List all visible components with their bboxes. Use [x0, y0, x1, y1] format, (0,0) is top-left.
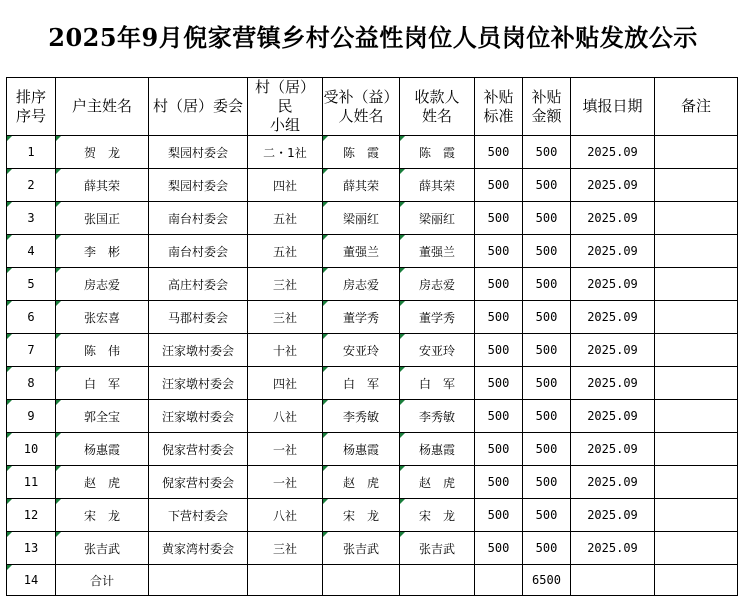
cell-payee[interactable]: 白 军: [400, 367, 475, 400]
cell-subsidy-amount[interactable]: 500: [523, 169, 571, 202]
cell-report-date[interactable]: 2025.09: [571, 400, 655, 433]
cell-village-committee[interactable]: 下营村委会: [149, 499, 248, 532]
cell-beneficiary[interactable]: 杨惠霞: [323, 433, 400, 466]
cell-subsidy-amount[interactable]: 500: [523, 367, 571, 400]
total-cell-payee[interactable]: [400, 565, 475, 596]
cell-remarks[interactable]: [655, 466, 738, 499]
cell-remarks[interactable]: [655, 400, 738, 433]
cell-report-date[interactable]: 2025.09: [571, 169, 655, 202]
cell-household-head[interactable]: 杨惠霞: [56, 433, 149, 466]
cell-index[interactable]: 8: [7, 367, 56, 400]
table-row: [7, 301, 738, 334]
cell-report-date[interactable]: 2025.09: [571, 433, 655, 466]
cell-subsidy-amount[interactable]: 500: [523, 499, 571, 532]
cell-beneficiary[interactable]: 薛其荣: [323, 169, 400, 202]
cell-village-group[interactable]: 五社: [248, 235, 323, 268]
cell-village-group[interactable]: 八社: [248, 400, 323, 433]
cell-remarks[interactable]: [655, 235, 738, 268]
cell-payee[interactable]: 薛其荣: [400, 169, 475, 202]
cell-index[interactable]: 12: [7, 499, 56, 532]
cell-village-committee[interactable]: 汪家墩村委会: [149, 367, 248, 400]
cell-subsidy-amount[interactable]: 500: [523, 334, 571, 367]
cell-subsidy-standard[interactable]: 500: [475, 169, 523, 202]
total-cell-subsidy-standard[interactable]: [475, 565, 523, 596]
total-cell-subsidy-amount[interactable]: 6500: [523, 565, 571, 596]
cell-subsidy-standard[interactable]: 500: [475, 499, 523, 532]
table-row: [7, 136, 738, 169]
cell-village-group[interactable]: 五社: [248, 202, 323, 235]
page-title: 2025年9月倪家营镇乡村公益性岗位人员岗位补贴发放公示: [48, 22, 698, 52]
cell-village-committee[interactable]: 倪家营村委会: [149, 466, 248, 499]
cell-household-head[interactable]: 贺 龙: [56, 136, 149, 169]
cell-remarks[interactable]: [655, 532, 738, 565]
cell-village-committee[interactable]: 汪家墩村委会: [149, 400, 248, 433]
cell-subsidy-standard[interactable]: 500: [475, 400, 523, 433]
cell-remarks[interactable]: [655, 169, 738, 202]
cell-household-head[interactable]: 赵 虎: [56, 466, 149, 499]
cell-village-group[interactable]: 三社: [248, 301, 323, 334]
cell-household-head[interactable]: 宋 龙: [56, 499, 149, 532]
cell-subsidy-amount[interactable]: 500: [523, 136, 571, 169]
cell-village-group[interactable]: 一社: [248, 433, 323, 466]
cell-beneficiary[interactable]: 张吉武: [323, 532, 400, 565]
cell-household-head[interactable]: 郭全宝: [56, 400, 149, 433]
table-row: [7, 169, 738, 202]
table-row: [7, 532, 738, 565]
table-row: [7, 268, 738, 301]
total-cell-remarks[interactable]: [655, 565, 738, 596]
cell-payee[interactable]: 宋 龙: [400, 499, 475, 532]
cell-household-head[interactable]: 房志爱: [56, 268, 149, 301]
column-header-household-head: 户主姓名: [56, 78, 149, 136]
cell-remarks[interactable]: [655, 202, 738, 235]
cell-payee[interactable]: 董学秀: [400, 301, 475, 334]
cell-household-head[interactable]: 陈 伟: [56, 334, 149, 367]
cell-report-date[interactable]: 2025.09: [571, 367, 655, 400]
cell-report-date[interactable]: 2025.09: [571, 202, 655, 235]
cell-payee[interactable]: 安亚玲: [400, 334, 475, 367]
cell-payee[interactable]: 杨惠霞: [400, 433, 475, 466]
cell-village-committee[interactable]: 倪家营村委会: [149, 433, 248, 466]
cell-remarks[interactable]: [655, 136, 738, 169]
header-row: [7, 78, 738, 136]
cell-household-head[interactable]: 张国正: [56, 202, 149, 235]
total-cell-index[interactable]: 14: [7, 565, 56, 596]
cell-report-date[interactable]: 2025.09: [571, 235, 655, 268]
total-cell-village-group[interactable]: [248, 565, 323, 596]
cell-payee[interactable]: 房志爱: [400, 268, 475, 301]
total-cell-report-date[interactable]: [571, 565, 655, 596]
cell-index[interactable]: 11: [7, 466, 56, 499]
cell-village-group[interactable]: 十社: [248, 334, 323, 367]
cell-subsidy-amount[interactable]: 500: [523, 532, 571, 565]
cell-subsidy-standard[interactable]: 500: [475, 466, 523, 499]
cell-beneficiary[interactable]: 董学秀: [323, 301, 400, 334]
cell-beneficiary[interactable]: 董强兰: [323, 235, 400, 268]
column-header-payee: 收款人 姓名: [400, 78, 475, 136]
table-row: [7, 334, 738, 367]
cell-payee[interactable]: 赵 虎: [400, 466, 475, 499]
table-row: [7, 499, 738, 532]
cell-remarks[interactable]: [655, 268, 738, 301]
cell-index[interactable]: 1: [7, 136, 56, 169]
cell-subsidy-standard[interactable]: 500: [475, 136, 523, 169]
cell-village-committee[interactable]: 梨园村委会: [149, 169, 248, 202]
table-row: [7, 400, 738, 433]
total-cell-household-head[interactable]: 合计: [56, 565, 149, 596]
column-header-index: 排序 序号: [7, 78, 56, 136]
cell-village-group[interactable]: 四社: [248, 367, 323, 400]
cell-beneficiary[interactable]: 赵 虎: [323, 466, 400, 499]
cell-subsidy-amount[interactable]: 500: [523, 466, 571, 499]
cell-index[interactable]: 3: [7, 202, 56, 235]
table-row: [7, 367, 738, 400]
cell-village-committee[interactable]: 高庄村委会: [149, 268, 248, 301]
cell-village-committee[interactable]: 汪家墩村委会: [149, 334, 248, 367]
cell-subsidy-amount[interactable]: 500: [523, 268, 571, 301]
cell-report-date[interactable]: 2025.09: [571, 532, 655, 565]
cell-index[interactable]: 5: [7, 268, 56, 301]
table-body: [7, 136, 738, 596]
cell-subsidy-standard[interactable]: 500: [475, 235, 523, 268]
table-row: [7, 433, 738, 466]
cell-village-group[interactable]: 三社: [248, 268, 323, 301]
cell-village-group[interactable]: 三社: [248, 532, 323, 565]
total-row: [7, 565, 738, 596]
cell-beneficiary[interactable]: 安亚玲: [323, 334, 400, 367]
cell-report-date[interactable]: 2025.09: [571, 334, 655, 367]
subsidy-table: [6, 77, 738, 596]
cell-subsidy-amount[interactable]: 500: [523, 301, 571, 334]
cell-subsidy-standard[interactable]: 500: [475, 367, 523, 400]
cell-beneficiary[interactable]: 宋 龙: [323, 499, 400, 532]
cell-subsidy-standard[interactable]: 500: [475, 532, 523, 565]
cell-beneficiary[interactable]: 李秀敏: [323, 400, 400, 433]
cell-report-date[interactable]: 2025.09: [571, 136, 655, 169]
cell-remarks[interactable]: [655, 433, 738, 466]
cell-report-date[interactable]: 2025.09: [571, 466, 655, 499]
cell-subsidy-amount[interactable]: 500: [523, 202, 571, 235]
cell-index[interactable]: 10: [7, 433, 56, 466]
cell-index[interactable]: 2: [7, 169, 56, 202]
cell-subsidy-amount[interactable]: 500: [523, 433, 571, 466]
cell-index[interactable]: 9: [7, 400, 56, 433]
cell-remarks[interactable]: [655, 334, 738, 367]
cell-subsidy-amount[interactable]: 500: [523, 400, 571, 433]
column-header-subsidy-standard: 补贴 标准: [475, 78, 523, 136]
cell-subsidy-standard[interactable]: 500: [475, 268, 523, 301]
column-header-village-group: 村（居）民 小组: [248, 78, 323, 136]
cell-village-committee[interactable]: 南台村委会: [149, 202, 248, 235]
cell-village-group[interactable]: 二・1社: [248, 136, 323, 169]
cell-household-head[interactable]: 张宏喜: [56, 301, 149, 334]
cell-household-head[interactable]: 李 彬: [56, 235, 149, 268]
column-header-report-date: 填报日期: [571, 78, 655, 136]
cell-remarks[interactable]: [655, 367, 738, 400]
cell-household-head[interactable]: 薛其荣: [56, 169, 149, 202]
cell-beneficiary[interactable]: 房志爱: [323, 268, 400, 301]
column-header-subsidy-amount: 补贴 金额: [523, 78, 571, 136]
column-header-beneficiary: 受补（益） 人姓名: [323, 78, 400, 136]
cell-remarks[interactable]: [655, 301, 738, 334]
cell-beneficiary[interactable]: 陈 霞: [323, 136, 400, 169]
column-header-village-committee: 村（居）委会: [149, 78, 248, 136]
table-row: [7, 202, 738, 235]
cell-report-date[interactable]: 2025.09: [571, 268, 655, 301]
cell-village-committee[interactable]: 南台村委会: [149, 235, 248, 268]
column-header-remarks: 备注: [655, 78, 738, 136]
cell-index[interactable]: 6: [7, 301, 56, 334]
cell-household-head[interactable]: 白 军: [56, 367, 149, 400]
cell-payee[interactable]: 梁丽红: [400, 202, 475, 235]
cell-index[interactable]: 7: [7, 334, 56, 367]
cell-subsidy-standard[interactable]: 500: [475, 202, 523, 235]
cell-village-group[interactable]: 四社: [248, 169, 323, 202]
cell-subsidy-amount[interactable]: 500: [523, 235, 571, 268]
cell-index[interactable]: 13: [7, 532, 56, 565]
table-row: [7, 235, 738, 268]
cell-remarks[interactable]: [655, 499, 738, 532]
cell-village-committee[interactable]: 黄家湾村委会: [149, 532, 248, 565]
cell-payee[interactable]: 董强兰: [400, 235, 475, 268]
table-row: [7, 466, 738, 499]
cell-village-group[interactable]: 一社: [248, 466, 323, 499]
cell-payee[interactable]: 张吉武: [400, 532, 475, 565]
cell-beneficiary[interactable]: 梁丽红: [323, 202, 400, 235]
cell-beneficiary[interactable]: 白 军: [323, 367, 400, 400]
cell-subsidy-standard[interactable]: 500: [475, 334, 523, 367]
total-cell-beneficiary[interactable]: [323, 565, 400, 596]
cell-report-date[interactable]: 2025.09: [571, 499, 655, 532]
total-cell-village-committee[interactable]: [149, 565, 248, 596]
cell-village-group[interactable]: 八社: [248, 499, 323, 532]
cell-subsidy-standard[interactable]: 500: [475, 433, 523, 466]
cell-payee[interactable]: 陈 霞: [400, 136, 475, 169]
cell-index[interactable]: 4: [7, 235, 56, 268]
cell-subsidy-standard[interactable]: 500: [475, 301, 523, 334]
cell-payee[interactable]: 李秀敏: [400, 400, 475, 433]
cell-report-date[interactable]: 2025.09: [571, 301, 655, 334]
cell-household-head[interactable]: 张吉武: [56, 532, 149, 565]
cell-village-committee[interactable]: 马郡村委会: [149, 301, 248, 334]
cell-village-committee[interactable]: 梨园村委会: [149, 136, 248, 169]
